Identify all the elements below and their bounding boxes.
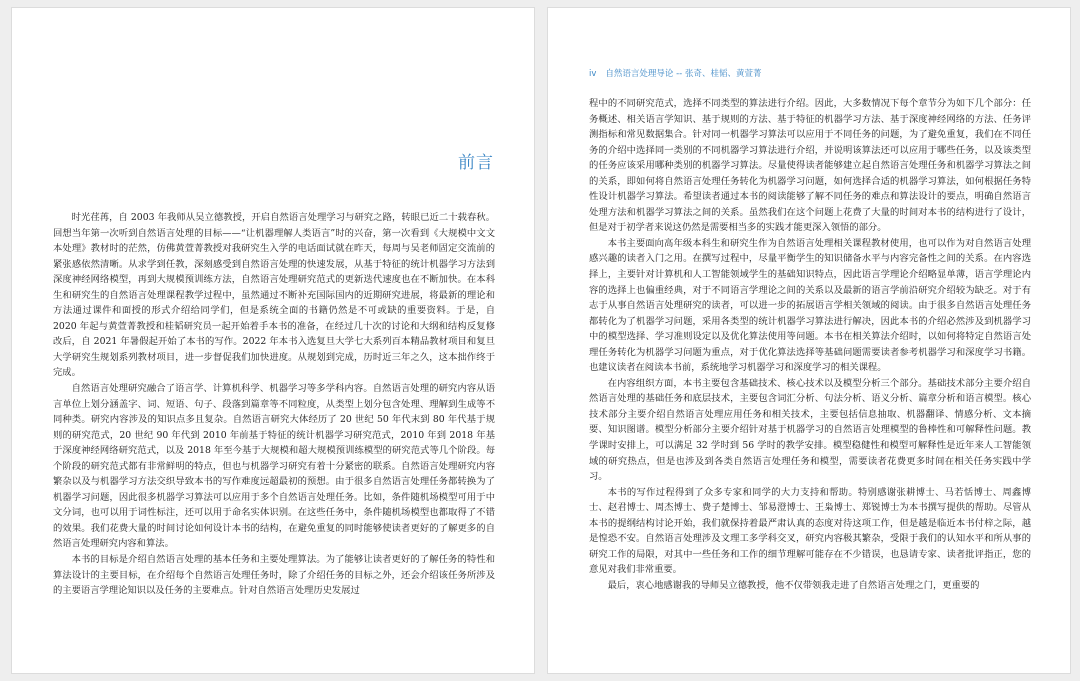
paragraph: 自然语言处理研究融合了语言学、计算机科学、机器学习等多学科内容。自然语言处理的研究内容从语言单位上划分涵盖字、词、短语、句子、段落到篇章等不同粒度，从类型上划分包含处理、理解到生成等不同种类。研究内容涉及的知识点多且复杂。自然语言研究大体经历了 20 世纪 50 年代末到 80 年代基于规则的研究范式，20 世纪 90 年代到 2010 年前基于特征的统计机器学习研究范式，2010 年到 2018 年基于深度神经网络研究范式，以及 2018 年至今基于大规模和超大规模预训练模型的研究范式等几个阶段。每个阶段的研究范式都有非常鲜明的特点，但也与机器学习研究有着十分紧密的联系。自然语言处理研究内容繁杂以及与机器学习方法交织导致本书的写作难度远超最初的预想。由于很多自然语言处理任务都转换为了机器学习问题，因此很多机器学习算法可以应用于多个自然语言处理任务。比如，条件随机场模型可用于中文分词，也可以用于词性标注，还可以用于命名实体识别。在这些任务中，条件随机场模型也都取得了不错的效果。我们花费大量的时间讨论如何设计本书的结构，在避免重复的同时能够使读者更好的了解更多的自然语言处理研究内容和算法。 <box>53 383 495 550</box>
paragraph: 程中的不同研究范式，选择不同类型的算法进行介绍。因此，大多数情况下每个章节分为如下几个部分：任务概述、相关语言学知识、基于规则的方法、基于特征的机器学习方法、基于深度神经网络的方法、任务评测指标和常见数据集合。针对同一机器学习算法可以应用于不同任务的问题，为了避免重复，我们在不同任务的介绍中选择同一类别的不同机器学习算法进行介绍，并说明该算法还可以应用于哪些任务，以及该类型的任务应该采用哪种类别的机器学习算法。尽量使得读者能够建立起自然语言处理任务和机器学习算法之间的关系，即如何将自然语言处理任务转化为机器学习问题，如何选择合适的机器学习算法，如何根据任务特性设计机器学习算法。希望读者通过本书的阅读能够了解不同任务的难点和算法设计的要点，明确自然语言处理方法和机器学习算法之间的关系。虽然我们在这个问题上花费了大量的时间对本书的结构进行了设计，但是对于初学者来说这仍然是需要相当多的实践才能更深入领悟的部分。 <box>589 98 1031 234</box>
left-page-body <box>53 210 495 599</box>
right-page <box>547 7 1071 674</box>
paragraph: 本书主要面向高年级本科生和研究生作为自然语言处理相关课程教材使用，也可以作为对自然语言处理感兴趣的读者入门之用。在撰写过程中，尽量平衡学生的知识储备水平与内容完备性之间的关系。在内容选择上，主要针对计算机和人工智能领域学生的基础知识特点，因此语言学理论介绍略显单薄，语言学理论内容的选择上也偏重经典，对于不同语言学理论之间的关系以及最新的语言学前沿研究介绍较为缺乏。对于有志于从事自然语言处理研究的读者，可以进一步的拓展语言学相关领域的阅读。由于很多自然语言处理任务都转化为了机器学习问题，采用各类型的统计机器学习算法进行解决，因此本书的介绍必然涉及到机器学习中的模型选择、学习准则设定以及优化算法使用等问题。本书在相关算法介绍时，以如何将特定自然语言处理任务转化为机器学习问题为重点，对于优化算法选择等基础问题需要读者参考机器学习和深度学习书籍。也建议读者在阅读本书前，系统地学习机器学习和深度学习的相关课程。 <box>589 237 1031 374</box>
paragraph: 本书的目标是介绍自然语言处理的基本任务和主要处理算法。为了能够让读者更好的了解任务的特性和算法设计的主要目标，在介绍每个自然语言处理任务时，除了介绍任务的目标之外，还会介绍该任务所涉及的主要语言学理论知识以及任务的主要难点。针对自然语言处理历史发展过 <box>53 554 495 597</box>
left-page <box>11 7 535 674</box>
paragraph: 本书的写作过程得到了众多专家和同学的大力支持和帮助。特别感谢张耕博士、马若恬博士、周鑫博士、赵君博士、周杰博士、费子楚博士、邹易澄博士、王枭博士、郑锐博士为本书撰写提供的帮助。尽管从本书的提纲结构讨论开始，我们就保持着最严肃认真的态度对待这项工作，但是越是临近本书付梓之际，越是惶恐不安。自然语言处理涉及文理工多学科交叉，研究内容极其繁杂，受限于我们的认知水平和所从事的研究工作的局限，对其中一些任务和工作的细节理解可能存在不少错误，也恳请专家、读者批评指正，您的意见对我们非常重要。 <box>589 486 1031 576</box>
running-title: 自然语言处理导论 -- 张奇、桂韬、黄萱菁 <box>605 69 762 79</box>
paragraph: 时光荏苒，自 2003 年我师从吴立德教授，开启自然语言处理学习与研究之路，转眼已近二十载春秋。回想当年第一次听到自然语言处理的目标——“让机器理解人类语言”时的兴奋，第一次看到《大规模中文文本处理》教材时的茫然，仿佛黄萱菁教授对我研究生入学的电话面试就在昨天，每周与吴老师固定交流前的紧张感依然清晰。从求学到任教，深刻感受到自然语言处理的快速发展，从基于特征的统计机器学习方法到深度神经网络模型，再到大规模预训练方法，自然语言处理研究范式的更新迭代速度也在不断加快。在本科生和研究生的自然语言处理课程教学过程中，虽然通过不断补充国际国内的近期研究进展，将最新的理论和方法通过课件和面授的形式介绍给同学们，但是系统全面的书籍仍然是不可或缺的重要资料。于是，自 2020 年起与黄萱菁教授和桂韬研究员一起开始着手本书的准备，在经过几十次的讨论和大纲和结构反复修改后，自 2021 年暑假起开始了本书的写作。2022 年本书入选复旦大学七大系列百本精品教材项目和复旦大学研究生规划系列教材项目，进一步督促我们加快进度。从规划到完成，历时近三年之久，这本拙作终于完成。 <box>53 212 495 379</box>
page-number: iv <box>589 69 597 79</box>
paragraph: 在内容组织方面，本书主要包含基础技术、核心技术以及模型分析三个部分。基础技术部分主要介绍自然语言处理的基础任务和底层技术，主要包含词汇分析、句法分析、语义分析、篇章分析和语言模型。核心技术部分主要介绍自然语言处理应用任务和相关技术，主要包括信息抽取、机器翻译、情感分析、文本摘要、知识图谱。模型分析部分主要介绍针对基于机器学习的自然语言处理模型的鲁棒性和可解释性问题。教学课时安排上，可以满足 32 学时到 56 学时的教学安排。模型稳健性和模型可解释性是近年来人工智能领域的研究热点，但是也涉及到各类自然语言处理任务和模型，需要读者花费更多时间在相关任务实践中学习。 <box>589 377 1031 483</box>
running-header <box>589 67 761 79</box>
paragraph: 最后，衷心地感谢我的导师吴立德教授，他不仅带领我走进了自然语言处理之门，更重要的 <box>607 579 980 591</box>
right-page-body <box>589 96 1031 594</box>
preface-title: 前言 <box>458 153 494 173</box>
